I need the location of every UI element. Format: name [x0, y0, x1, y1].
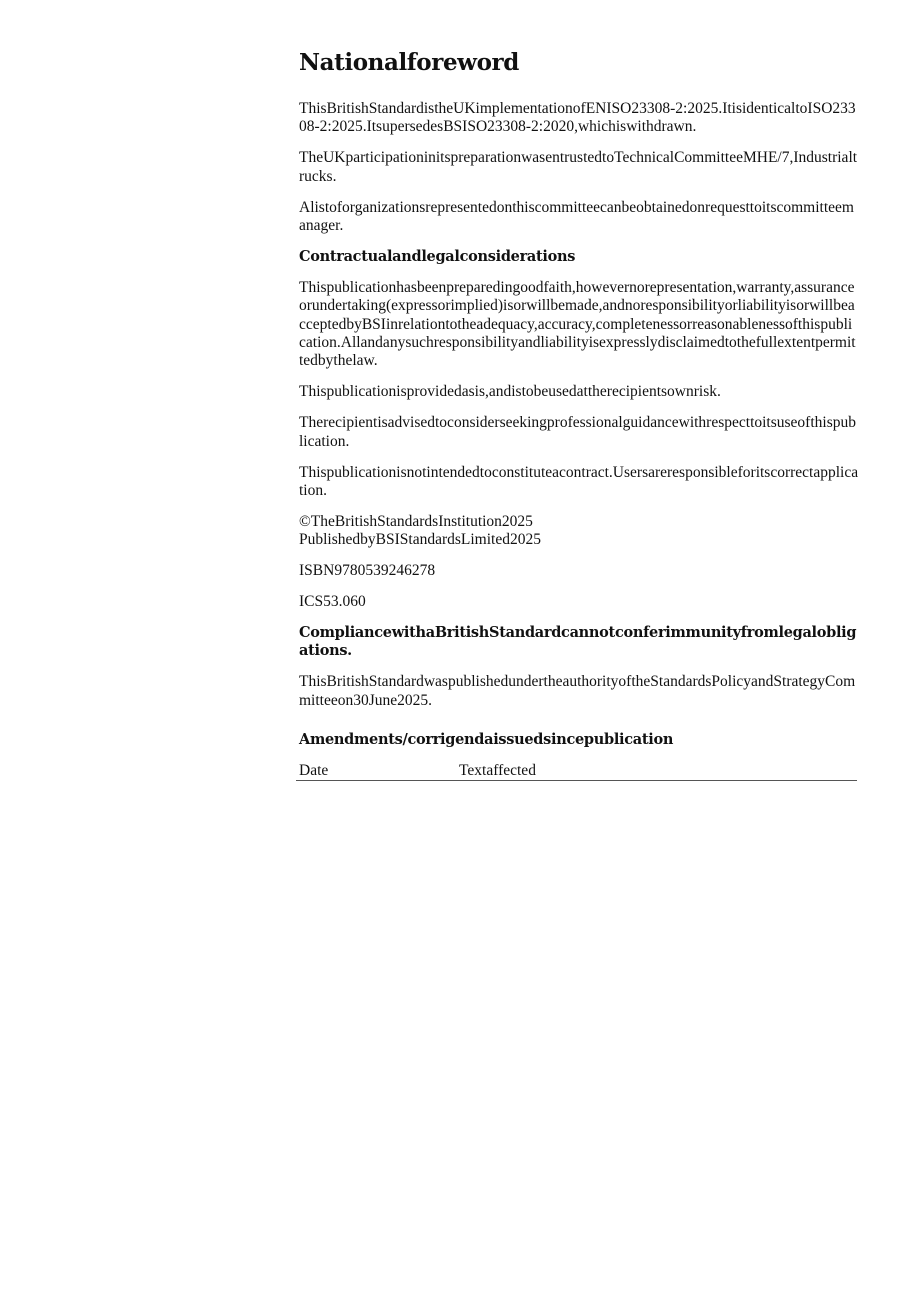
foreword-content	[299, 48, 859, 781]
text-affected-column-header: Textaffected	[459, 761, 536, 779]
authority-paragraph: ThisBritishStandardwaspublishedundertheauthorityoftheStandardsPolicyandStrategyCommitteeon30June2025.	[299, 673, 856, 709]
contract-paragraph: Thispublicationisnotintendedtoconstituteacontract.Usersareresponsibleforitscorrectapplication.	[299, 463, 859, 499]
contractual-heading: Contractualandlegalconsiderations	[299, 247, 576, 265]
amendments-heading: Amendments/corrigendaissuedsincepublication	[299, 731, 674, 749]
published-by-line: PublishedbyBSIStandardsLimited2025	[299, 531, 541, 549]
as-is-paragraph: Thispublicationisprovidedasis,andistobeusedattherecipientsownrisk.	[299, 383, 721, 401]
organizations-paragraph: Alistoforganizationsrepresentedonthiscommitteecanbeobtainedonrequesttoitscommitteemanager.	[299, 198, 854, 235]
copyright-line: ©TheBritishStandardsInstitution2025	[299, 512, 533, 530]
compliance-statement: CompliancewithaBritishStandardcannotconferimmunityfromlegalobligations.	[299, 624, 857, 660]
copyright-block	[299, 513, 859, 550]
page-title: Nationalforeword	[299, 49, 519, 76]
ics-code: ICS53.060	[299, 593, 366, 611]
disclaimer-paragraph: Thispublicationhasbeenpreparedingoodfaith,howevernorepresentation,warranty,assuranceorundertaking(expressorimplied)isorwillbemade,andnoresponsibilityorliabilityisorwillbeacceptedbyBSIinrelationtotheadequacy,accuracy,completenessorreasonablenessofthispublication.Allandanysuchresponsibilityandliabilityisexpresslydisclaimedtothefullextentpermittedbythelaw.	[299, 278, 856, 370]
amendments-table	[296, 760, 857, 781]
implementation-paragraph: ThisBritishStandardistheUKimplementationofENISO23308-2:2025.ItisidenticaltoISO23308-2:2025.ItsupersedesBSISO23308-2:2020,whichiswithdrawn.	[299, 100, 856, 136]
date-column-header: Date	[299, 761, 329, 779]
guidance-paragraph: Therecipientisadvisedtoconsiderseekingprofessionalguidancewithrespecttoitsuseofthispublication.	[299, 414, 856, 450]
committee-paragraph: TheUKparticipationinitspreparationwasentrustedtoTechnicalCommitteeMHE/7,Industrialtrucks.	[299, 149, 858, 185]
isbn: ISBN9780539246278	[299, 562, 436, 580]
